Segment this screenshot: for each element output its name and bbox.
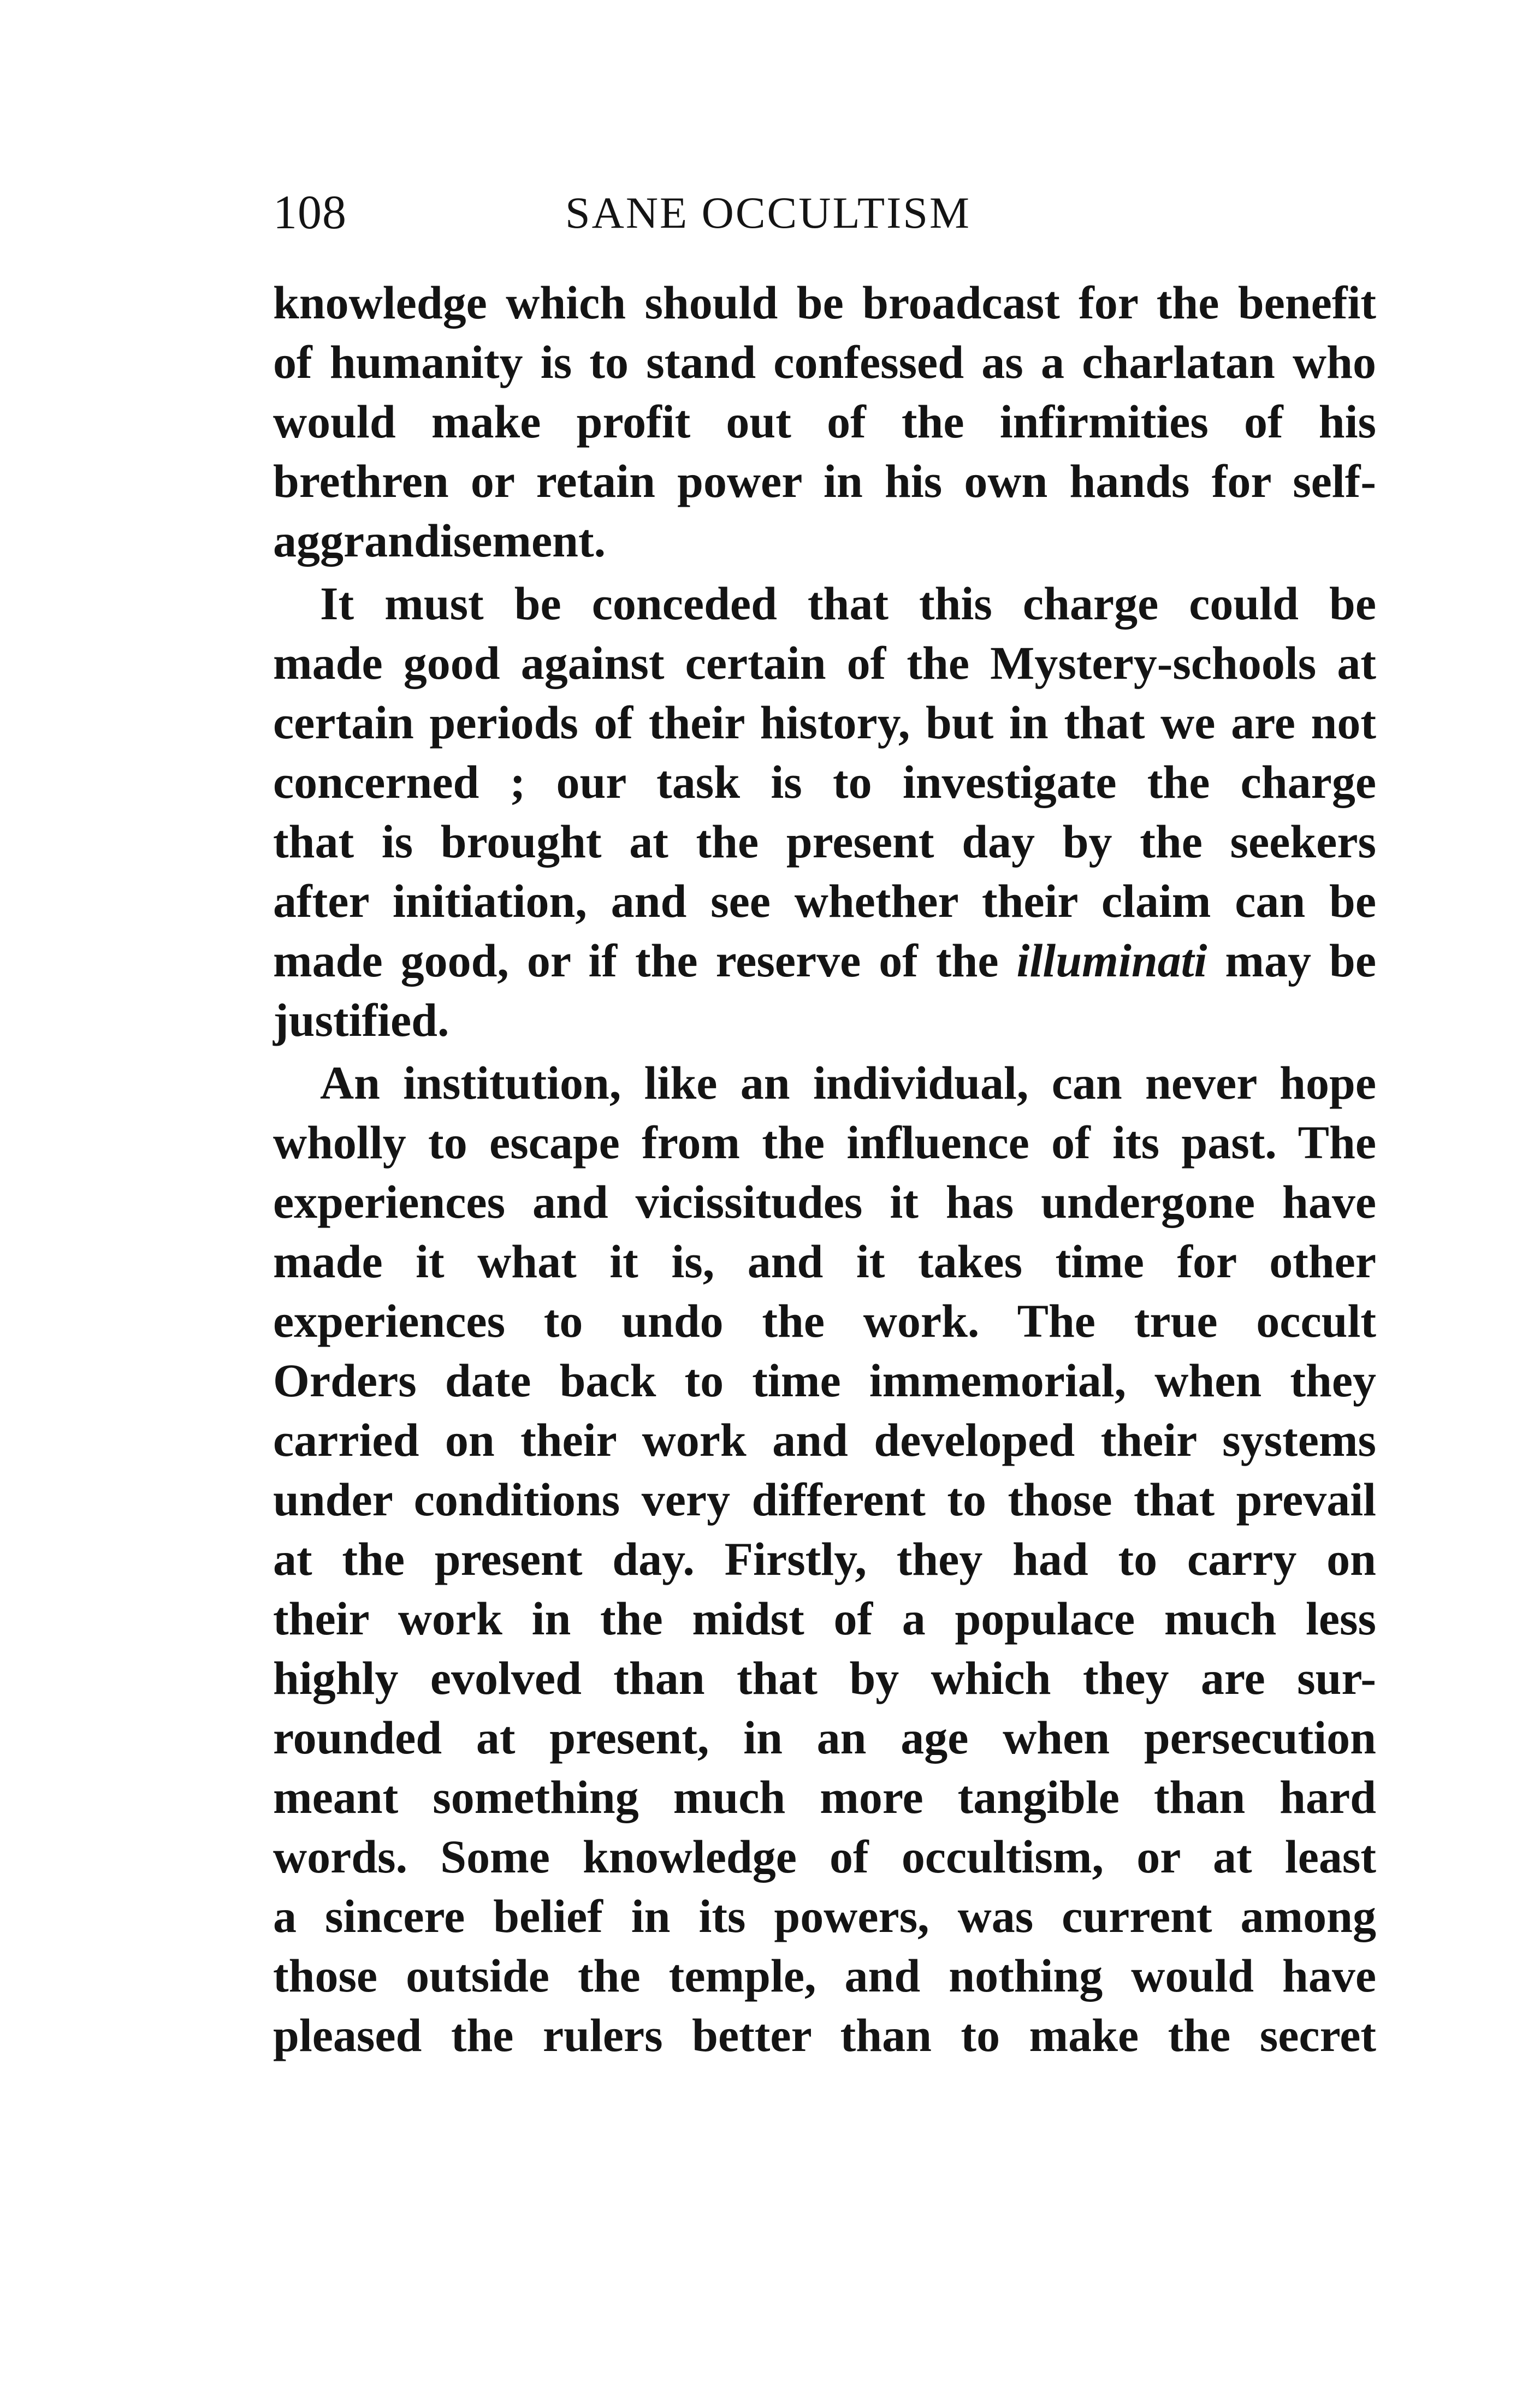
text-line: brethren or retain power in his own hands for self- xyxy=(273,455,1376,507)
text-line: made good against certain of the Mystery-schools at xyxy=(273,637,1376,689)
text-line: experiences and vicissitudes it has undergone have xyxy=(273,1176,1376,1228)
text-line: pleased the rulers better than to make the secret xyxy=(273,2009,1376,2061)
text-line: experiences to undo the work. The true occult xyxy=(273,1295,1376,1347)
text-segment: may be xyxy=(1207,934,1377,987)
text-line: that is brought at the present day by the seekers xyxy=(273,815,1376,868)
text-segment: made good, or if the reserve of the xyxy=(273,934,1017,987)
italic-term: illuminati xyxy=(1016,934,1207,987)
text-line: meant something much more tangible than hard xyxy=(273,1771,1376,1823)
text-line: highly evolved than that by which they are sur- xyxy=(273,1652,1376,1704)
running-title: SANE OCCULTISM xyxy=(565,188,971,238)
running-head xyxy=(273,180,1376,246)
text-line: Orders date back to time immemorial, when they xyxy=(273,1354,1376,1407)
text-line: knowledge which should be broadcast for the benefit xyxy=(273,276,1376,329)
text-line: aggrandisement. xyxy=(273,514,606,567)
text-line: those outside the temple, and nothing would have xyxy=(273,1949,1376,2002)
paragraph-1 xyxy=(273,273,1376,571)
text-line: An institution, like an individual, can never hope xyxy=(320,1057,1376,1109)
paragraph-3 xyxy=(273,1053,1376,2065)
text-line: justified. xyxy=(273,994,449,1046)
text-line: their work in the midst of a populace much less xyxy=(273,1592,1376,1645)
text-line: a sincere belief in its powers, was current among xyxy=(273,1890,1376,1942)
paragraph-2 xyxy=(273,574,1376,1050)
text-line: wholly to escape from the influence of its past. The xyxy=(273,1116,1376,1169)
text-line: carried on their work and developed their systems xyxy=(273,1414,1376,1466)
text-line: It must be conceded that this charge could be xyxy=(320,577,1376,630)
page-number: 108 xyxy=(273,186,347,239)
text-line: certain periods of their history, but in that we are not xyxy=(273,696,1376,749)
text-line-with-italic xyxy=(273,931,1376,991)
text-line: at the present day. Firstly, they had to carry on xyxy=(273,1533,1376,1585)
text-line: rounded at present, in an age when persecution xyxy=(273,1711,1376,1764)
body-text xyxy=(273,273,1376,2065)
text-line: of humanity is to stand confessed as a charlatan who xyxy=(273,336,1376,388)
text-line: after initiation, and see whether their claim can be xyxy=(273,875,1376,927)
text-line: words. Some knowledge of occultism, or at least xyxy=(273,1830,1376,1883)
text-line: would make profit out of the infirmities of his xyxy=(273,395,1376,448)
text-line: under conditions very different to those that prevail xyxy=(273,1473,1376,1526)
text-line: concerned ; our task is to investigate the charge xyxy=(273,756,1376,808)
text-line: made it what it is, and it takes time for other xyxy=(273,1235,1376,1288)
